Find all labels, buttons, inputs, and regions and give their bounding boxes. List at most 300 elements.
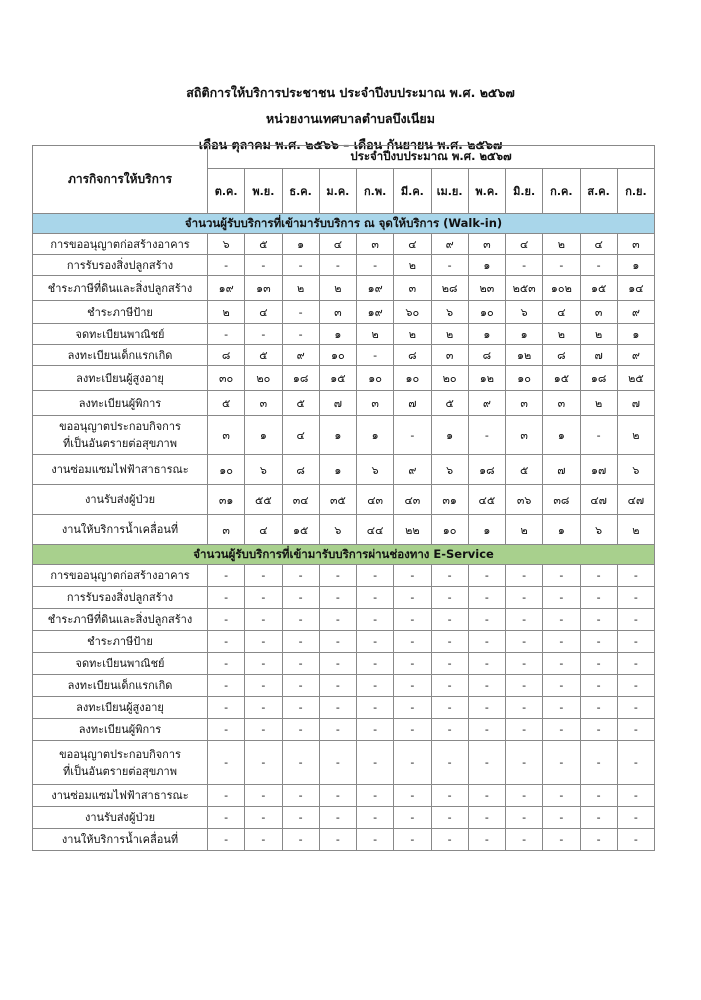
table-row	[33, 719, 655, 741]
count-cell: ๔๗	[617, 485, 654, 515]
month-header: มี.ค.	[394, 169, 431, 214]
count-cell: -	[357, 719, 394, 741]
count-cell: ๑	[468, 324, 505, 345]
table-row	[33, 741, 655, 785]
count-cell: ๑๘	[468, 455, 505, 485]
eservice-section-header	[33, 545, 655, 565]
count-cell: ๒	[319, 276, 356, 301]
service-label: จดทะเบียนพาณิชย์	[33, 324, 208, 345]
count-cell: ๘	[394, 345, 431, 366]
count-cell: -	[431, 565, 468, 587]
count-cell: -	[319, 807, 356, 829]
month-header: ส.ค.	[580, 169, 617, 214]
count-cell: ๕๕	[245, 485, 282, 515]
count-cell: ๖๐	[394, 301, 431, 324]
count-cell: -	[245, 631, 282, 653]
count-cell: -	[506, 697, 543, 719]
count-cell: -	[431, 829, 468, 851]
service-label: การรับรองสิ่งปลูกสร้าง	[33, 587, 208, 609]
count-cell: ๑๐	[208, 455, 245, 485]
count-cell: -	[282, 807, 319, 829]
table-row	[33, 391, 655, 416]
count-cell: -	[580, 565, 617, 587]
count-cell: ๖	[431, 301, 468, 324]
count-cell: ๓	[394, 276, 431, 301]
count-cell: -	[543, 807, 580, 829]
count-cell: -	[357, 829, 394, 851]
count-cell: -	[543, 565, 580, 587]
count-cell: -	[208, 741, 245, 785]
count-cell: -	[282, 675, 319, 697]
count-cell: -	[468, 631, 505, 653]
count-cell: -	[431, 741, 468, 785]
count-cell: ๖	[319, 515, 356, 545]
count-cell: -	[617, 631, 654, 653]
count-cell: -	[506, 587, 543, 609]
count-cell: -	[580, 675, 617, 697]
service-label: ชำระภาษีป้าย	[33, 631, 208, 653]
count-cell: ๓	[468, 234, 505, 255]
count-cell: -	[319, 697, 356, 719]
count-cell: -	[506, 785, 543, 807]
count-cell: ๔๗	[580, 485, 617, 515]
count-cell: ๔	[543, 301, 580, 324]
service-label: การขออนุญาตก่อสร้างอาคาร	[33, 565, 208, 587]
table-row	[33, 675, 655, 697]
count-cell: -	[357, 345, 394, 366]
count-cell: -	[580, 719, 617, 741]
count-cell: ๑	[357, 416, 394, 455]
count-cell: ๙	[394, 455, 431, 485]
count-cell: ๔	[580, 234, 617, 255]
count-cell: -	[468, 416, 505, 455]
count-cell: -	[506, 741, 543, 785]
count-cell: -	[543, 631, 580, 653]
count-cell: ๑	[543, 515, 580, 545]
table-header	[33, 146, 655, 214]
walkin-section-header	[33, 214, 655, 234]
count-cell: -	[357, 741, 394, 785]
count-cell: ๓	[617, 234, 654, 255]
count-cell: ๒	[543, 234, 580, 255]
count-cell: -	[208, 719, 245, 741]
table-row	[33, 255, 655, 276]
count-cell: ๔	[282, 416, 319, 455]
count-cell: -	[394, 631, 431, 653]
count-cell: ๒๕	[617, 366, 654, 391]
service-statistics-table	[32, 145, 655, 851]
count-cell: ๑	[617, 255, 654, 276]
count-cell: -	[431, 719, 468, 741]
table-row	[33, 653, 655, 675]
count-cell: ๑	[617, 324, 654, 345]
count-cell: -	[580, 587, 617, 609]
count-cell: -	[580, 631, 617, 653]
count-cell: -	[617, 675, 654, 697]
count-cell: -	[245, 653, 282, 675]
count-cell: -	[394, 741, 431, 785]
count-cell: ๔	[245, 301, 282, 324]
count-cell: -	[208, 653, 245, 675]
count-cell: ๑๒	[506, 345, 543, 366]
count-cell: -	[431, 609, 468, 631]
month-header: ก.ย.	[617, 169, 654, 214]
count-cell: -	[431, 631, 468, 653]
month-header: พ.ย.	[245, 169, 282, 214]
count-cell: -	[282, 255, 319, 276]
period-range: เดือน ตุลาคม พ.ศ. ๒๕๖๖ – เดือน กันยายน พ.ศ. ๒๕๖๗	[198, 137, 503, 152]
count-cell: -	[319, 587, 356, 609]
count-cell: -	[468, 587, 505, 609]
count-cell: -	[617, 785, 654, 807]
service-label: ชำระภาษีป้าย	[33, 301, 208, 324]
count-cell: -	[394, 565, 431, 587]
month-header: มิ.ย.	[506, 169, 543, 214]
count-cell: -	[282, 609, 319, 631]
count-cell: -	[245, 324, 282, 345]
count-cell: -	[357, 785, 394, 807]
table-row	[33, 515, 655, 545]
eservice-section-title: จำนวนผู้รับบริการที่เข้ามารับบริการผ่านช่องทาง E-Service	[33, 545, 655, 565]
count-cell: ๒๒	[394, 515, 431, 545]
count-cell: -	[543, 255, 580, 276]
count-cell: ๑๕	[580, 276, 617, 301]
count-cell: -	[245, 697, 282, 719]
count-cell: ๘	[282, 455, 319, 485]
count-cell: ๘	[468, 345, 505, 366]
table-row	[33, 565, 655, 587]
count-cell: ๙	[617, 345, 654, 366]
count-cell: -	[319, 785, 356, 807]
count-cell: -	[580, 741, 617, 785]
count-cell: -	[580, 416, 617, 455]
count-cell: ๓	[208, 416, 245, 455]
count-cell: -	[282, 587, 319, 609]
count-cell: -	[282, 697, 319, 719]
count-cell: ๓๑	[208, 485, 245, 515]
service-label: การรับรองสิ่งปลูกสร้าง	[33, 255, 208, 276]
count-cell: ๒๐	[431, 366, 468, 391]
count-cell: -	[208, 675, 245, 697]
count-cell: ๒	[282, 276, 319, 301]
count-cell: -	[357, 255, 394, 276]
count-cell: -	[208, 324, 245, 345]
count-cell: ๑	[245, 416, 282, 455]
count-cell: ๖	[506, 301, 543, 324]
table-row	[33, 697, 655, 719]
count-cell: ๑๒	[468, 366, 505, 391]
count-cell: ๒	[543, 324, 580, 345]
table-row	[33, 301, 655, 324]
count-cell: ๓	[208, 515, 245, 545]
count-cell: -	[357, 807, 394, 829]
count-cell: ๖	[431, 455, 468, 485]
count-cell: -	[543, 609, 580, 631]
count-cell: ๒	[394, 255, 431, 276]
count-cell: ๓๑	[431, 485, 468, 515]
count-cell: ๒	[617, 416, 654, 455]
count-cell: ๗	[319, 391, 356, 416]
table-row	[33, 276, 655, 301]
count-cell: -	[319, 255, 356, 276]
service-label: ชำระภาษีที่ดินและสิ่งปลูกสร้าง	[33, 276, 208, 301]
count-cell: ๑	[319, 324, 356, 345]
count-cell: -	[431, 785, 468, 807]
service-label: การขออนุญาตก่อสร้างอาคาร	[33, 234, 208, 255]
count-cell: ๒	[506, 515, 543, 545]
count-cell: ๘	[543, 345, 580, 366]
count-cell: -	[319, 631, 356, 653]
count-cell: -	[394, 416, 431, 455]
service-label: ลงทะเบียนผู้พิการ	[33, 719, 208, 741]
count-cell: -	[357, 587, 394, 609]
count-cell: -	[468, 785, 505, 807]
count-cell: ๑๓	[245, 276, 282, 301]
count-cell: -	[543, 829, 580, 851]
count-cell: -	[208, 807, 245, 829]
count-cell: -	[580, 807, 617, 829]
task-column-header: ภารกิจการให้บริการ	[33, 146, 208, 214]
count-cell: -	[282, 324, 319, 345]
service-label: ลงทะเบียนผู้สูงอายุ	[33, 366, 208, 391]
service-label: งานซ่อมแซมไฟฟ้าสาธารณะ	[33, 785, 208, 807]
count-cell: -	[357, 609, 394, 631]
count-cell: -	[580, 829, 617, 851]
count-cell: ๒๘	[431, 276, 468, 301]
count-cell: ๘	[208, 345, 245, 366]
count-cell: -	[468, 829, 505, 851]
count-cell: ๔๓	[357, 485, 394, 515]
count-cell: ๔๕	[468, 485, 505, 515]
count-cell: ๗	[580, 345, 617, 366]
count-cell: -	[506, 719, 543, 741]
count-cell: -	[394, 697, 431, 719]
count-cell: -	[431, 675, 468, 697]
count-cell: ๙	[468, 391, 505, 416]
count-cell: -	[394, 653, 431, 675]
service-label: งานรับส่งผู้ป่วย	[33, 485, 208, 515]
count-cell: -	[506, 631, 543, 653]
count-cell: ๕	[245, 345, 282, 366]
count-cell: -	[245, 807, 282, 829]
service-label-line: ที่เป็นอันตรายต่อสุขภาพ	[63, 437, 177, 450]
count-cell: -	[208, 565, 245, 587]
count-cell: -	[617, 829, 654, 851]
count-cell: -	[357, 565, 394, 587]
service-label-line: ขออนุญาตประกอบกิจการ	[59, 747, 181, 761]
count-cell: ๒๓	[468, 276, 505, 301]
count-cell: -	[357, 653, 394, 675]
count-cell: -	[543, 697, 580, 719]
count-cell: ๖	[357, 455, 394, 485]
count-cell: -	[245, 829, 282, 851]
service-label: จดทะเบียนพาณิชย์	[33, 653, 208, 675]
count-cell: ๖	[245, 455, 282, 485]
count-cell: ๑๔	[617, 276, 654, 301]
count-cell: -	[208, 785, 245, 807]
table-row	[33, 587, 655, 609]
count-cell: ๓	[357, 391, 394, 416]
table-row	[33, 631, 655, 653]
service-label-line: ที่เป็นอันตรายต่อสุขภาพ	[63, 764, 177, 778]
count-cell: -	[617, 587, 654, 609]
count-cell: ๑๐	[468, 301, 505, 324]
table-row	[33, 345, 655, 366]
count-cell: ๓	[506, 391, 543, 416]
count-cell: ๑๐	[394, 366, 431, 391]
count-cell: ๑	[319, 455, 356, 485]
count-cell: ๑	[319, 416, 356, 455]
count-cell: ๒	[580, 324, 617, 345]
count-cell: -	[617, 719, 654, 741]
count-cell: -	[394, 785, 431, 807]
count-cell: -	[394, 719, 431, 741]
count-cell: ๖	[580, 515, 617, 545]
count-cell: -	[468, 653, 505, 675]
count-cell: -	[468, 697, 505, 719]
count-cell: ๒	[617, 515, 654, 545]
month-header: ก.พ.	[357, 169, 394, 214]
count-cell: -	[319, 719, 356, 741]
count-cell: -	[543, 675, 580, 697]
table-body	[33, 214, 655, 851]
count-cell: ๒๕๓	[506, 276, 543, 301]
count-cell: ๑๘	[580, 366, 617, 391]
count-cell: ๑๙	[208, 276, 245, 301]
count-cell: -	[617, 609, 654, 631]
count-cell: -	[282, 565, 319, 587]
count-cell: -	[208, 255, 245, 276]
count-cell: -	[319, 741, 356, 785]
count-cell: -	[580, 653, 617, 675]
count-cell: ๑๐	[357, 366, 394, 391]
count-cell: ๔๓	[394, 485, 431, 515]
count-cell: ๒	[431, 324, 468, 345]
count-cell: -	[319, 675, 356, 697]
count-cell: -	[431, 697, 468, 719]
count-cell: -	[468, 609, 505, 631]
count-cell: ๑๐๒	[543, 276, 580, 301]
count-cell: ๓	[580, 301, 617, 324]
count-cell: -	[208, 631, 245, 653]
count-cell: ๕	[282, 391, 319, 416]
count-cell: -	[208, 587, 245, 609]
service-label: งานให้บริการน้ำเคลื่อนที่	[33, 515, 208, 545]
count-cell: ๕	[245, 234, 282, 255]
count-cell: ๑	[282, 234, 319, 255]
count-cell: -	[319, 565, 356, 587]
service-label	[33, 741, 208, 785]
count-cell: -	[543, 653, 580, 675]
count-cell: -	[543, 785, 580, 807]
count-cell: -	[394, 807, 431, 829]
count-cell: ๑๕	[543, 366, 580, 391]
count-cell: -	[506, 829, 543, 851]
count-cell: -	[394, 587, 431, 609]
count-cell: ๑๐	[506, 366, 543, 391]
table-row	[33, 829, 655, 851]
walkin-section-title: จำนวนผู้รับบริการที่เข้ามารับบริการ ณ จุดให้บริการ (Walk-in)	[33, 214, 655, 234]
count-cell: ๓	[319, 301, 356, 324]
service-label: ลงทะเบียนเด็กแรกเกิด	[33, 345, 208, 366]
count-cell: -	[245, 587, 282, 609]
count-cell: -	[357, 675, 394, 697]
count-cell: -	[245, 675, 282, 697]
count-cell: ๓	[245, 391, 282, 416]
count-cell: -	[506, 653, 543, 675]
count-cell: -	[245, 741, 282, 785]
count-cell: -	[468, 807, 505, 829]
month-header: ม.ค.	[319, 169, 356, 214]
count-cell: ๑๙	[357, 276, 394, 301]
table-row	[33, 455, 655, 485]
count-cell: -	[580, 255, 617, 276]
service-label: ลงทะเบียนผู้พิการ	[33, 391, 208, 416]
count-cell: -	[580, 785, 617, 807]
count-cell: -	[617, 807, 654, 829]
count-cell: ๑	[468, 515, 505, 545]
month-header: ธ.ค.	[282, 169, 319, 214]
document-title: สถิติการให้บริการประชาชน ประจำปีงบประมาณ พ.ศ. ๒๕๖๗	[186, 85, 515, 100]
count-cell: -	[506, 675, 543, 697]
count-cell: -	[245, 609, 282, 631]
count-cell: ๓	[543, 391, 580, 416]
service-label: ชำระภาษีที่ดินและสิ่งปลูกสร้าง	[33, 609, 208, 631]
count-cell: -	[506, 807, 543, 829]
month-header: พ.ค.	[468, 169, 505, 214]
count-cell: -	[208, 609, 245, 631]
count-cell: ๓	[431, 345, 468, 366]
count-cell: ๑	[506, 324, 543, 345]
count-cell: -	[282, 631, 319, 653]
count-cell: -	[282, 301, 319, 324]
count-cell: ๔	[319, 234, 356, 255]
service-label: งานรับส่งผู้ป่วย	[33, 807, 208, 829]
agency-name: หน่วยงานเทศบาลตำบลบึงเนียม	[265, 111, 435, 126]
count-cell: ๓๐	[208, 366, 245, 391]
count-cell: -	[245, 719, 282, 741]
count-cell: ๗	[617, 391, 654, 416]
count-cell: -	[543, 719, 580, 741]
service-label	[33, 416, 208, 455]
count-cell: -	[282, 829, 319, 851]
count-cell: ๙	[617, 301, 654, 324]
count-cell: -	[543, 587, 580, 609]
service-label: งานให้บริการน้ำเคลื่อนที่	[33, 829, 208, 851]
count-cell: -	[282, 741, 319, 785]
count-cell: ๒	[580, 391, 617, 416]
service-label: งานซ่อมแซมไฟฟ้าสาธารณะ	[33, 455, 208, 485]
count-cell: -	[431, 255, 468, 276]
count-cell: -	[319, 653, 356, 675]
count-cell: ๑๘	[282, 366, 319, 391]
table-row	[33, 807, 655, 829]
count-cell: ๓๖	[506, 485, 543, 515]
count-cell: -	[282, 785, 319, 807]
count-cell: ๑๗	[580, 455, 617, 485]
count-cell: -	[245, 565, 282, 587]
count-cell: ๒	[208, 301, 245, 324]
count-cell: ๑๙	[357, 301, 394, 324]
count-cell: ๓๘	[543, 485, 580, 515]
count-cell: ๑	[468, 255, 505, 276]
table-row	[33, 485, 655, 515]
count-cell: -	[468, 719, 505, 741]
table-row	[33, 609, 655, 631]
count-cell: -	[506, 565, 543, 587]
month-header: เม.ย.	[431, 169, 468, 214]
count-cell: -	[617, 697, 654, 719]
